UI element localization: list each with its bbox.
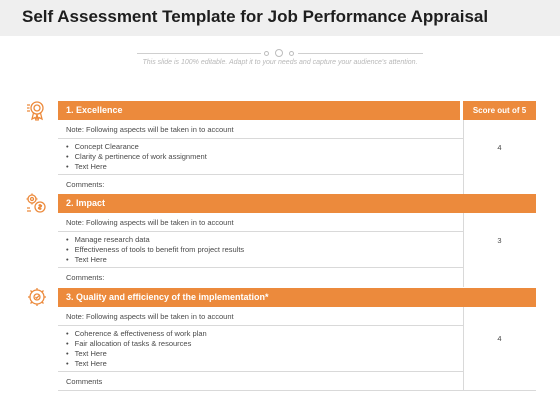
quality-gears-icon [25, 286, 47, 308]
section-3-list [66, 329, 207, 369]
award-ribbon-icon [25, 99, 47, 121]
section-1-list [66, 142, 207, 172]
section-1-heading: 1. Excellence [66, 105, 123, 115]
list-item: • Clarity & pertinence of work assignment [66, 152, 207, 162]
list-item: • Text Here [66, 349, 207, 359]
section-2-note: Note: Following aspects will be taken in to account [66, 218, 234, 227]
list-item: • Concept Clearance [66, 142, 207, 152]
subtitle: This slide is 100% editable. Adapt it to your needs and capture your audience's attention. [142, 59, 418, 66]
title-bar [0, 0, 560, 36]
list-item: • Manage research data [66, 235, 244, 245]
section-2-comments: Comments: [66, 273, 105, 282]
section-1-header [58, 101, 460, 120]
list-item: • Effectiveness of tools to benefit from project results [66, 245, 244, 255]
score-header [463, 101, 536, 120]
list-item: • Text Here [66, 162, 207, 172]
list-item: • Text Here [66, 255, 244, 265]
section-2-list [66, 235, 244, 265]
section-3-header [58, 288, 536, 307]
score-header-label: Score out of 5 [472, 106, 527, 115]
section-1-score: 4 [497, 143, 502, 152]
section-2-header [58, 194, 536, 213]
gears-dollar-icon [25, 192, 47, 214]
list-item: • Text Here [66, 359, 207, 369]
section-3-comments: Comments [66, 377, 103, 386]
section-1-comments: Comments: [66, 180, 105, 189]
decorative-divider [137, 48, 423, 58]
list-item: • Fair allocation of tasks & resources [66, 339, 207, 349]
page-title: Self Assessment Template for Job Performance Appraisal [22, 7, 489, 26]
section-2-heading: 2. Impact [66, 198, 106, 208]
section-3-score: 4 [497, 334, 502, 343]
section-2-score: 3 [497, 236, 502, 245]
section-3-heading: 3. Quality and efficiency of the implementation* [66, 292, 269, 302]
list-item: • Coherence & effectiveness of work plan [66, 329, 207, 339]
section-1-note: Note: Following aspects will be taken in to account [66, 125, 234, 134]
section-3-note: Note: Following aspects will be taken in to account [66, 312, 234, 321]
